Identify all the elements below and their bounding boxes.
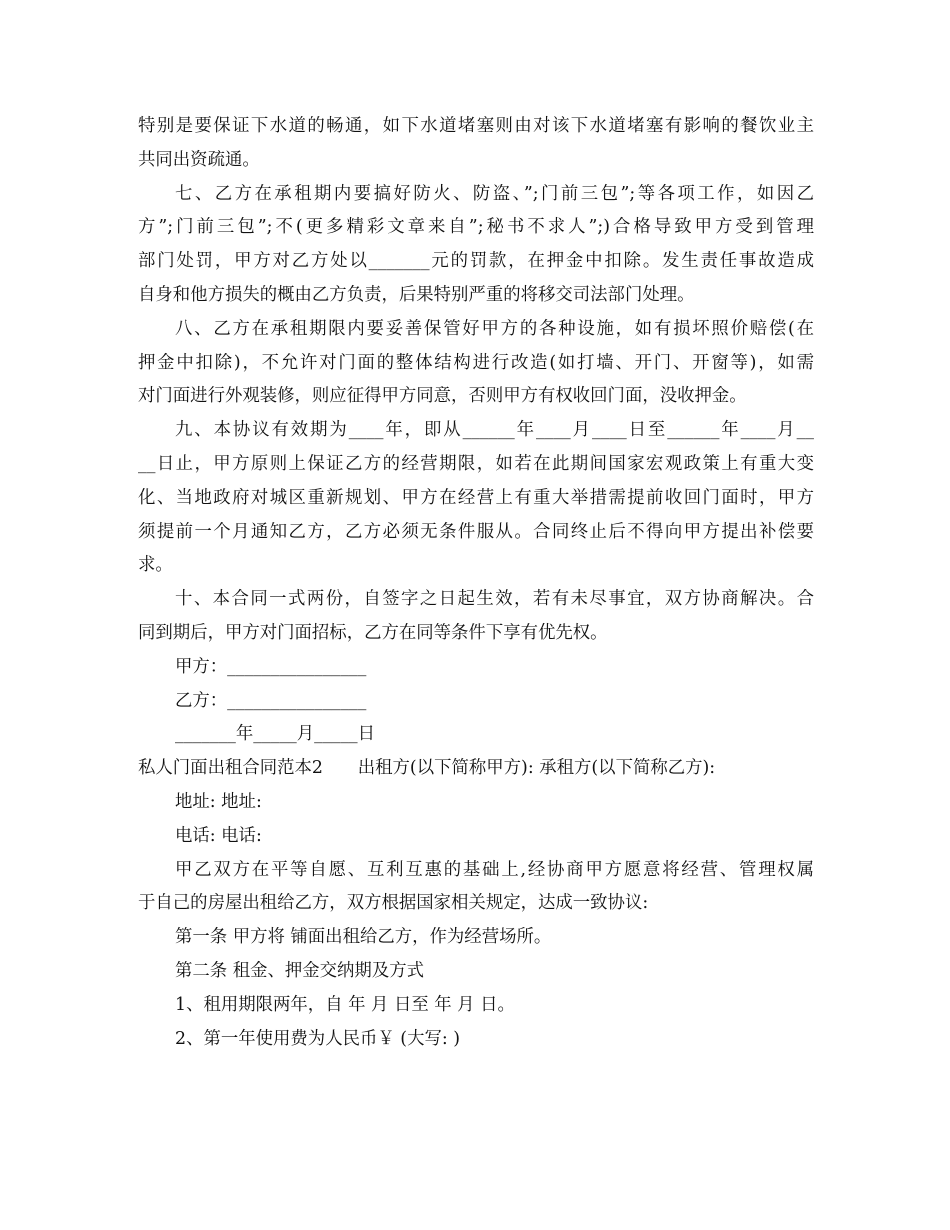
text-line: 七、乙方在承租期内要搞好防火、防盗、”;门前三包”;等各项工作，如因乙: [175, 183, 814, 204]
text-line: 八、乙方在承租期限内要妥善保管好甲方的各种设施，如有损坏照价赔偿(在: [175, 318, 814, 339]
signature-line-party-a: 甲方：________________: [175, 656, 367, 677]
text-line: 须提前一个月通知乙方，乙方必须无条件服从。合同终止后不得向甲方提出补偿要: [138, 521, 814, 542]
signature-line-party-b: 乙方：________________: [175, 690, 367, 711]
document-page: [138, 110, 814, 1056]
list-item: 2、第一年使用费为人民币￥ (大写: ): [175, 1028, 461, 1049]
text-line: 同到期后，甲方对门面招标，乙方在同等条件下享有优先权。: [138, 622, 608, 643]
text-line: 对门面进行外观装修，则应征得甲方同意，否则甲方有权收回门面，没收押金。: [138, 386, 747, 407]
address-line: 地址: 地址:: [175, 791, 262, 812]
text-line: 自身和他方损失的概由乙方负责，后果特别严重的将移交司法部门处理。: [138, 284, 695, 305]
text-line: 化、当地政府对城区重新规划、甲方在经营上有重大举措需提前收回门面时，甲方: [138, 487, 814, 508]
text-line: 特别是要保证下水道的畅通，如下水道堵塞则由对该下水道堵塞有影响的餐饮业主: [138, 116, 814, 136]
text-line: 甲乙双方在平等自愿、互利互惠的基础上,经协商甲方愿意将经营、管理权属: [175, 859, 814, 880]
text-line: 押金中扣除)，不允许对门面的整体结构进行改造(如打墙、开门、开窗等)，如需: [138, 352, 814, 373]
section-title: 私人门面出租合同范本2 出租方(以下简称甲方): 承租方(以下简称乙方):: [138, 758, 716, 779]
list-item: 1、租用期限两年，自 年 月 日至 年 月 日。: [175, 994, 515, 1015]
text-line: 九、本协议有效期为____年，即从______年____月____日至______年____月__: [175, 420, 814, 441]
text-line: 共同出资疏通。: [138, 149, 260, 170]
text-line: __日止，甲方原则上保证乙方的经营期限，如若在此期间国家宏观政策上有重大变: [138, 453, 814, 474]
text-line: 十、本合同一式两份，自签字之日起生效，若有未尽事宜，双方协商解决。合: [175, 589, 814, 610]
date-line: _______年_____月_____日: [175, 724, 375, 745]
text-line: 部门处罚，甲方对乙方处以_______元的罚款，在押金中扣除。发生责任事故造成: [138, 251, 814, 272]
text-line: 求。: [138, 555, 173, 576]
clause-heading: 第一条 甲方将 铺面出租给乙方，作为经营场所。: [175, 927, 552, 948]
clause-heading: 第二条 租金、押金交纳期及方式: [175, 960, 424, 981]
text-line: 方”;门前三包”;不(更多精彩文章来自”;秘书不求人”;)合格导致甲方受到管理: [138, 217, 814, 238]
phone-line: 电话: 电话:: [175, 825, 262, 846]
text-line: 于自己的房屋出租给乙方，双方根据国家相关规定，达成一致协议:: [138, 893, 649, 914]
